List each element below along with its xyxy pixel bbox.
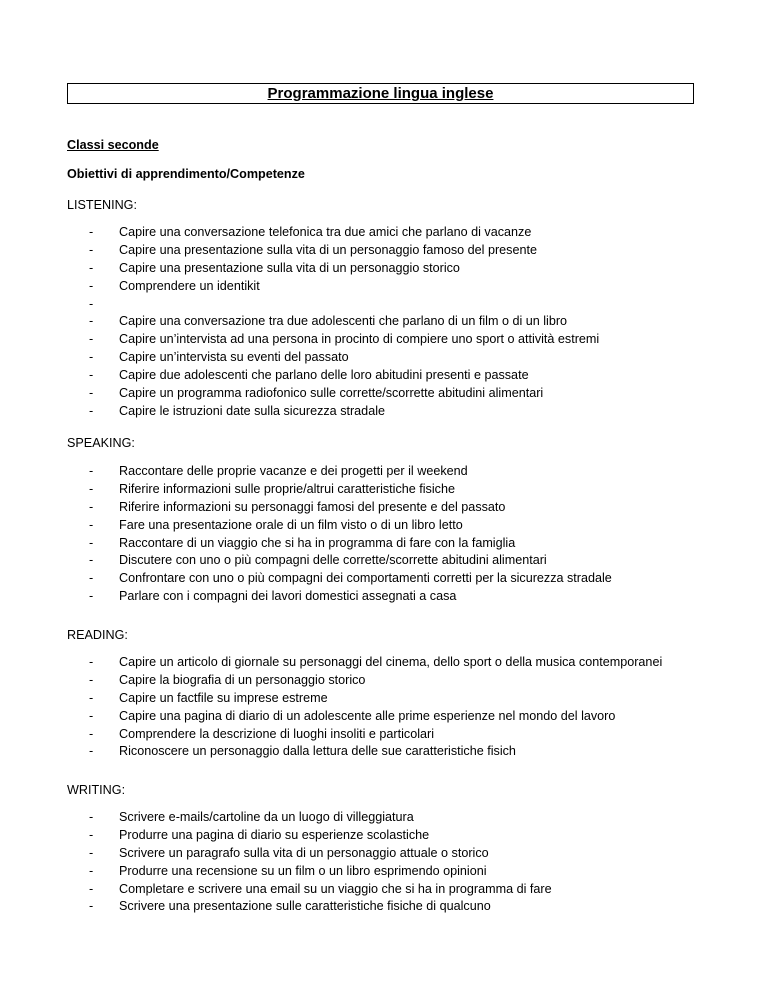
list-item-text: Capire un programma radiofonico sulle corrette/scorrette abitudini alimentari xyxy=(119,386,544,401)
list-item-text: Capire una conversazione tra due adolescenti che parlano di un film o di un libro xyxy=(119,314,568,329)
list-item xyxy=(0,331,599,349)
list-item-text: Discutere con uno o più compagni delle corrette/scorrette abitudini alimentari xyxy=(119,553,547,568)
dash-bullet: - xyxy=(89,296,94,311)
list-item-text: Riconoscere un personaggio dalla lettura delle sue caratteristiche fisich xyxy=(119,744,516,759)
list-item xyxy=(0,296,599,314)
dash-bullet: - xyxy=(89,403,94,418)
list-item-text: Capire una presentazione sulla vita di un personaggio storico xyxy=(119,260,460,275)
dash-bullet: - xyxy=(89,690,94,705)
list-item-text: Completare e scrivere una email su un viaggio che si ha in programma di fare xyxy=(119,881,552,896)
list-item-text: Produrre una recensione su un film o un libro esprimendo opinioni xyxy=(119,863,487,878)
dash-bullet: - xyxy=(89,332,94,347)
dash-bullet: - xyxy=(89,278,94,293)
dash-bullet: - xyxy=(89,350,94,365)
list-item xyxy=(0,827,552,845)
document-title-box xyxy=(67,83,694,104)
list-item xyxy=(0,672,662,690)
dash-bullet: - xyxy=(89,314,94,329)
reading-list xyxy=(0,654,662,761)
list-item-text: Capire una pagina di diario di un adolescente alle prime esperienze nel mondo del lavoro xyxy=(119,708,616,723)
document-title: Programmazione lingua inglese xyxy=(267,85,494,102)
list-item xyxy=(0,463,612,481)
writing-label: WRITING: xyxy=(67,783,126,797)
dash-bullet: - xyxy=(89,827,94,842)
list-item-text: Raccontare delle proprie vacanze e dei progetti per il weekend xyxy=(119,464,468,478)
listening-list xyxy=(0,224,599,421)
dash-bullet: - xyxy=(89,810,94,824)
list-item xyxy=(0,403,599,421)
dash-bullet: - xyxy=(89,225,94,239)
list-item-text: Capire le istruzioni date sulla sicurezza stradale xyxy=(119,403,385,418)
list-item xyxy=(0,898,552,916)
list-item xyxy=(0,224,599,242)
list-item-text: Riferire informazioni su personaggi famosi del presente e del passato xyxy=(119,499,506,514)
dash-bullet: - xyxy=(89,242,94,257)
list-item-text: Fare una presentazione orale di un film visto o di un libro letto xyxy=(119,517,463,532)
dash-bullet: - xyxy=(89,899,94,914)
dash-bullet: - xyxy=(89,655,94,669)
list-item-text: Capire due adolescenti che parlano delle loro abitudini presenti e passate xyxy=(119,368,529,383)
list-item xyxy=(0,499,612,517)
list-item-text: Raccontare di un viaggio che si ha in programma di fare con la famiglia xyxy=(119,535,516,550)
speaking-list xyxy=(0,463,612,606)
list-item xyxy=(0,708,662,726)
listening-label: LISTENING: xyxy=(67,198,137,212)
list-item xyxy=(0,863,552,881)
dash-bullet: - xyxy=(89,368,94,383)
dash-bullet: - xyxy=(89,672,94,687)
list-item xyxy=(0,690,662,708)
list-item-text: Riferire informazioni sulle proprie/altrui caratteristiche fisiche xyxy=(119,481,455,496)
speaking-label: SPEAKING: xyxy=(67,436,135,450)
list-item xyxy=(0,385,599,403)
list-item-text: Comprendere un identikit xyxy=(119,278,260,293)
list-item xyxy=(0,367,599,385)
list-item-text: Capire la biografia di un personaggio storico xyxy=(119,672,366,687)
list-item xyxy=(0,809,552,827)
list-item xyxy=(0,743,662,761)
writing-list xyxy=(0,809,552,916)
list-item xyxy=(0,845,552,863)
reading-label: READING: xyxy=(67,628,128,642)
dash-bullet: - xyxy=(89,744,94,759)
list-item xyxy=(0,517,612,535)
dash-bullet: - xyxy=(89,726,94,741)
dash-bullet: - xyxy=(89,481,94,496)
list-item xyxy=(0,349,599,367)
list-item xyxy=(0,313,599,331)
list-item-text: Scrivere una presentazione sulle caratteristiche fisiche di qualcuno xyxy=(119,899,491,914)
list-item xyxy=(0,481,612,499)
list-item-text: Scrivere e-mails/cartoline da un luogo di villeggiatura xyxy=(119,810,414,824)
list-item xyxy=(0,278,599,296)
dash-bullet: - xyxy=(89,464,94,478)
class-heading: Classi seconde xyxy=(67,138,159,152)
dash-bullet: - xyxy=(89,535,94,550)
list-item xyxy=(0,881,552,899)
list-item xyxy=(0,726,662,744)
list-item-text: Produrre una pagina di diario su esperienze scolastiche xyxy=(119,827,430,842)
dash-bullet: - xyxy=(89,386,94,401)
list-item-text: Capire un’intervista ad una persona in procinto di compiere uno sport o attività estremi xyxy=(119,332,600,347)
list-item-text: Capire un articolo di giornale su personaggi del cinema, dello sport o della musica contemporanei xyxy=(119,655,663,669)
objectives-heading: Obiettivi di apprendimento/Competenze xyxy=(67,167,305,181)
list-item-text: Comprendere la descrizione di luoghi insoliti e particolari xyxy=(119,726,435,741)
dash-bullet: - xyxy=(89,881,94,896)
list-item xyxy=(0,654,662,672)
list-item xyxy=(0,570,612,588)
list-item-text: Confrontare con uno o più compagni dei comportamenti corretti per la sicurezza stradale xyxy=(119,571,612,586)
list-item-text: Capire un’intervista su eventi del passato xyxy=(119,350,349,365)
list-item xyxy=(0,588,612,606)
dash-bullet: - xyxy=(89,553,94,568)
list-item-text: Capire una presentazione sulla vita di un personaggio famoso del presente xyxy=(119,242,537,257)
dash-bullet: - xyxy=(89,260,94,275)
list-item-text: Scrivere un paragrafo sulla vita di un personaggio attuale o storico xyxy=(119,845,489,860)
list-item-text: Capire una conversazione telefonica tra due amici che parlano di vacanze xyxy=(119,225,532,239)
dash-bullet: - xyxy=(89,517,94,532)
dash-bullet: - xyxy=(89,589,94,604)
list-item-text: Capire un factfile su imprese estreme xyxy=(119,690,328,705)
list-item xyxy=(0,242,599,260)
list-item xyxy=(0,535,612,553)
dash-bullet: - xyxy=(89,863,94,878)
list-item-text: Parlare con i compagni dei lavori domestici assegnati a casa xyxy=(119,589,457,604)
dash-bullet: - xyxy=(89,708,94,723)
dash-bullet: - xyxy=(89,571,94,586)
dash-bullet: - xyxy=(89,845,94,860)
dash-bullet: - xyxy=(89,499,94,514)
list-item xyxy=(0,260,599,278)
list-item xyxy=(0,552,612,570)
